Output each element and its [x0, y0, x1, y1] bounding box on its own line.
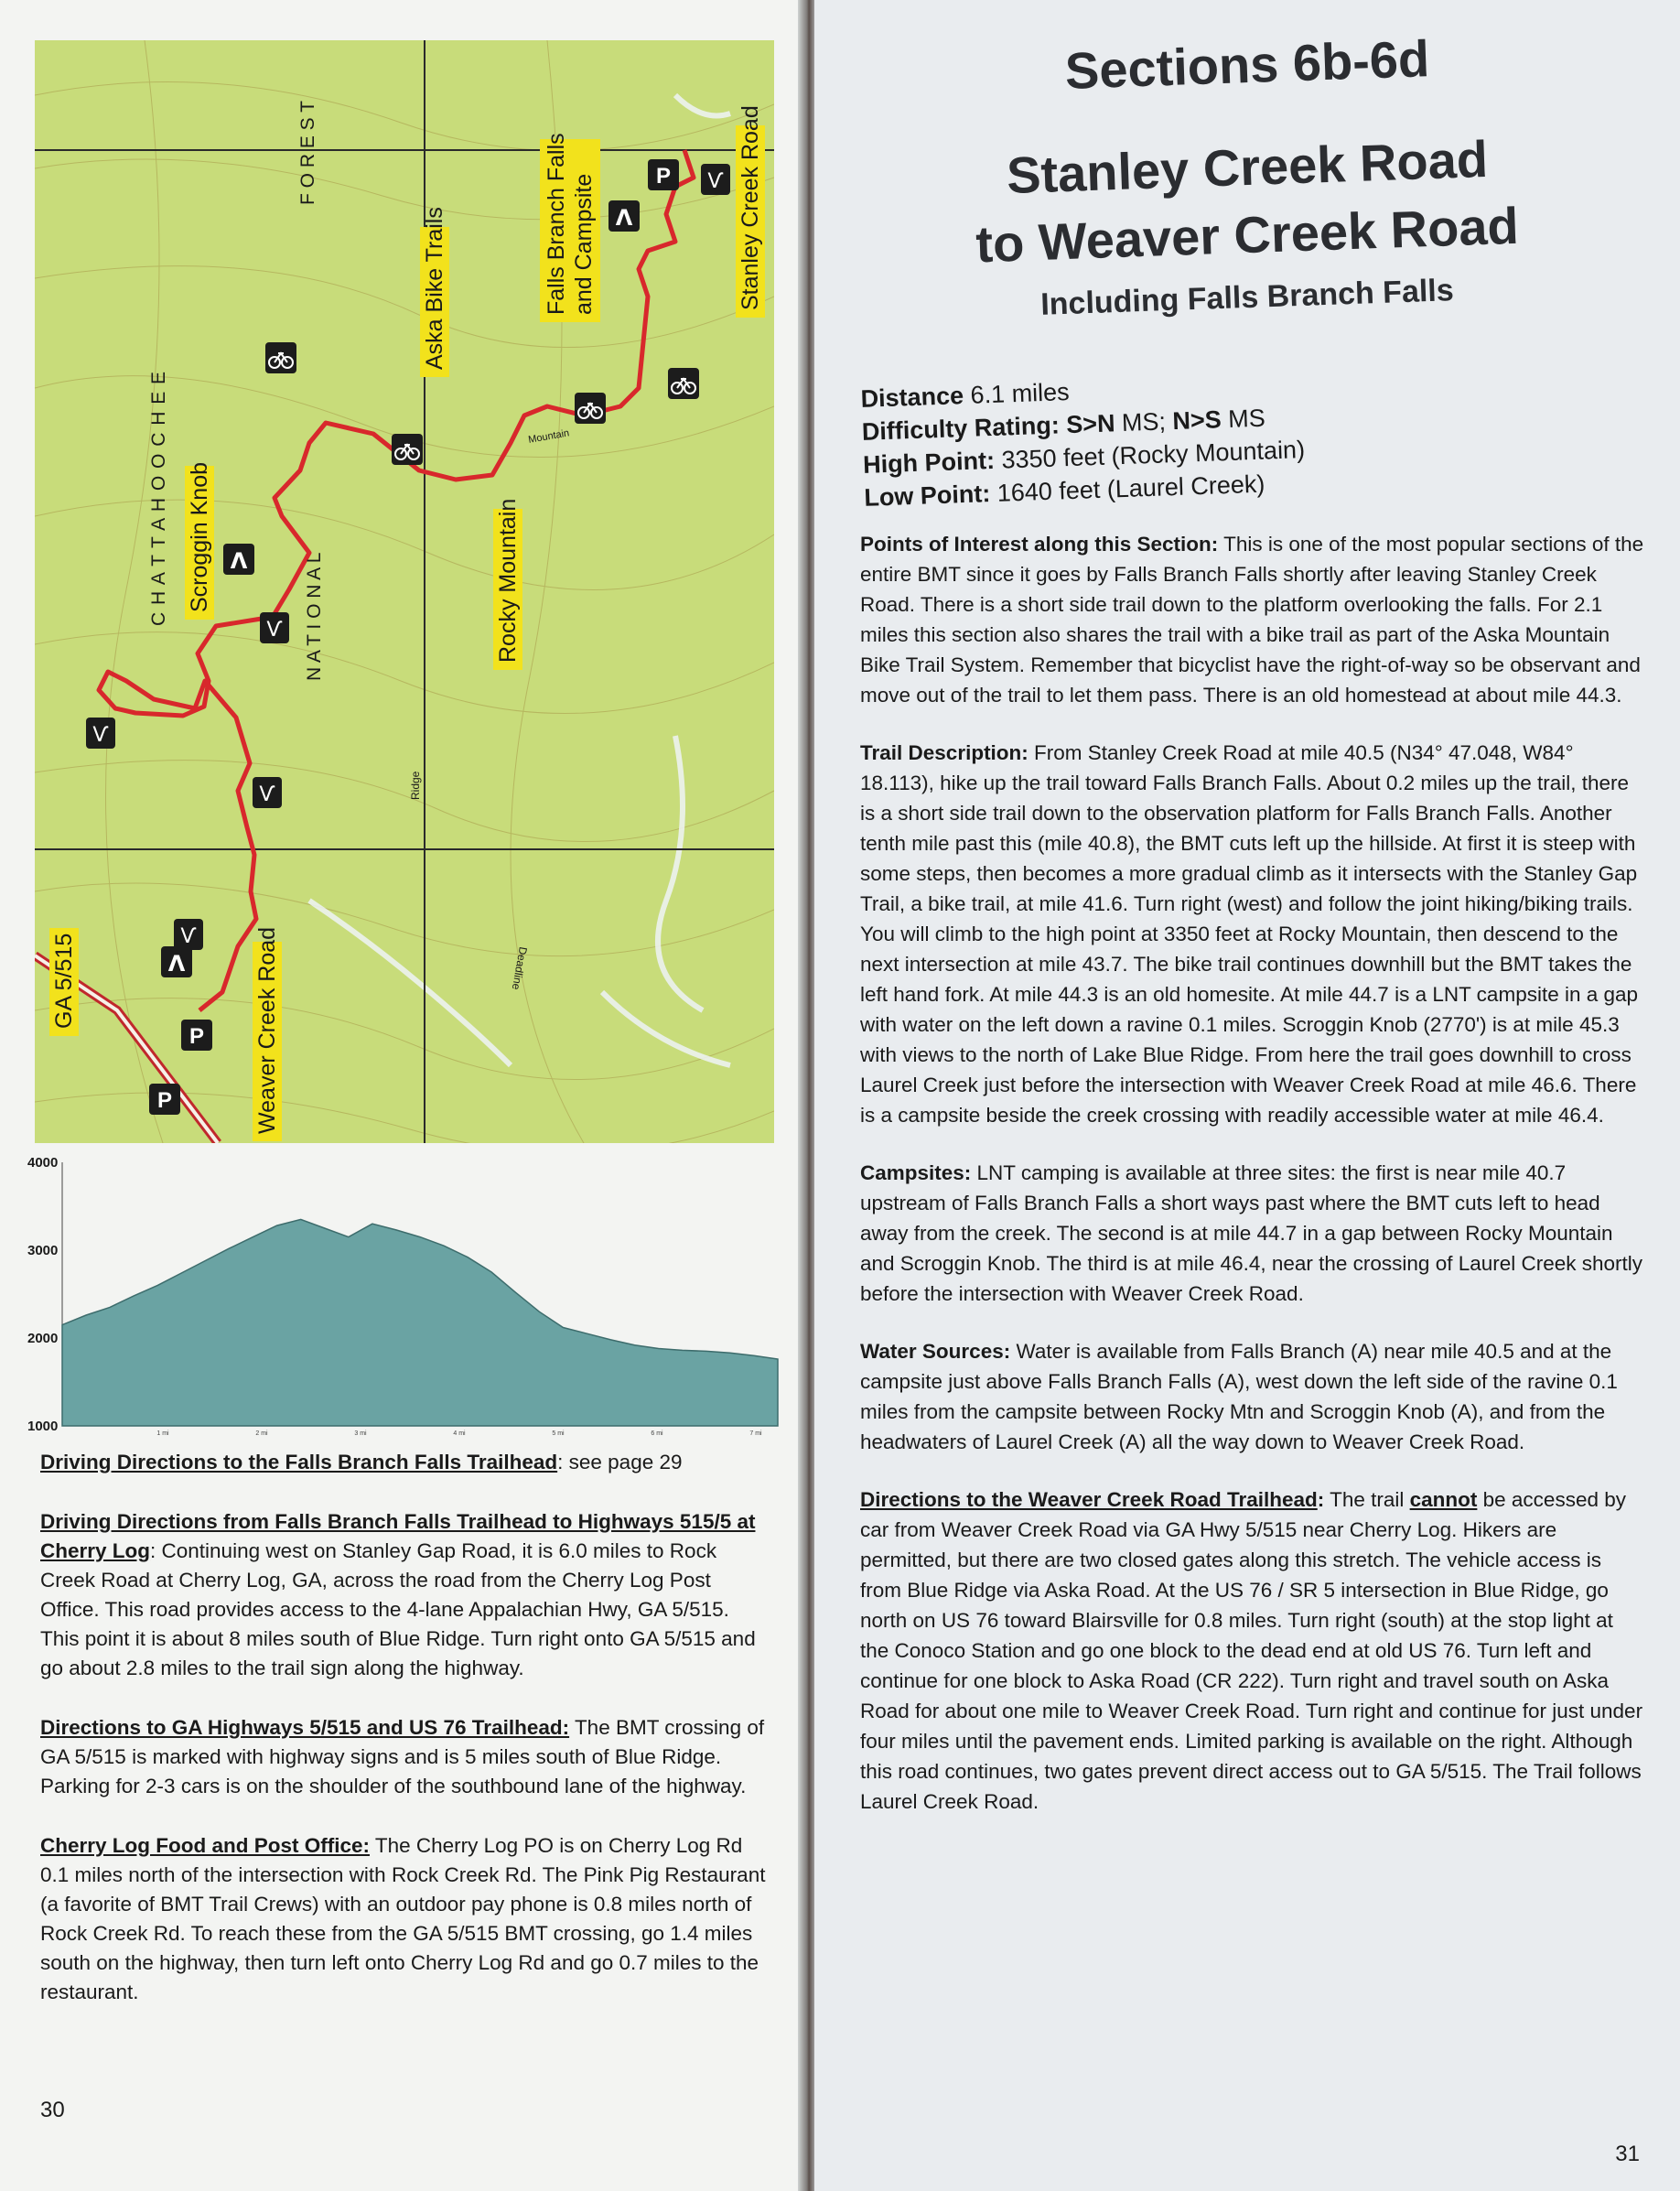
mountain-text: Mountain: [527, 427, 571, 446]
section-heading: Water Sources:: [860, 1340, 1011, 1363]
trail-description: [860, 738, 1647, 1130]
parking-icon: [648, 159, 679, 190]
section-heading: Cherry Log Food and Post Office:: [40, 1834, 371, 1857]
page-number-right: 31: [1615, 2142, 1640, 2166]
topographic-map: [35, 40, 774, 1143]
campsites: [860, 1158, 1647, 1309]
chattahoochee-text: C H A T T A H O O C H E E: [148, 370, 169, 626]
campsite-icon: [223, 544, 254, 575]
forest-text: F O R E S T: [297, 101, 318, 205]
low-point-row: Low Point: 1640 feet (Laurel Creek): [863, 470, 1265, 512]
ga-route-text: GA 5/515: [51, 933, 77, 1029]
label-forest: [297, 101, 318, 205]
section-heading: Trail Description:: [860, 741, 1028, 764]
trailhead-sign-icon: [253, 777, 282, 808]
x-tick-label: 4 mi: [453, 1430, 466, 1437]
high-point-row: High Point: 3350 feet (Rocky Mountain): [862, 436, 1306, 479]
section-title: Sections 6b-6d: [1063, 29, 1431, 100]
section-heading: Directions to the Weaver Creek Road Trailhead: [860, 1488, 1318, 1511]
section-body: : see page 29: [557, 1451, 683, 1473]
weaver-creek-road-text: Weaver Creek Road: [254, 926, 280, 1134]
svg-text:Ѵ: Ѵ: [92, 724, 109, 747]
water-sources: [860, 1336, 1647, 1457]
svg-text:Ѵ: Ѵ: [707, 170, 724, 193]
section-heading: Campsites:: [860, 1161, 972, 1184]
section-body: From Stanley Creek Road at mile 40.5 (N34° 47.048, W84° 18.113), hike up the trail toward Falls Branch Falls. About 0.2 miles up the trail, there is a short side trail down to the observation platform for Falls Branch Falls. Another tenth mile past this (mile 40.8), the BMT cuts left up the hillside. At first it is steep with some steps, then becomes a more gradual climb as it intersects with the Stanley Gap Trail, a bike trail, at mile 41.6. Turn right (west) and follow the joint hiking/biking trails. You will climb to the high point at 3350 feet at Rocky Mountain, then descend to the next intersection at mile 43.7. The bike trail continues downhill but the BMT takes the left hand fork. At mile 44.3 is an old homesite. At mile 44.7 is a LNT campsite in a gap with water on the left down a ravine 0.1 miles. Scroggin Knob (2770') is at mile 45.3 with views to the north of Lake Blue Ridge. From here the trail goes downhill to cross Laurel Creek just before the intersection with Weaver Creek Road at mile 46.6. There is a campsite beside the creek crossing with readily accessible water at mile 46.4.: [860, 741, 1639, 1127]
aska-bike-trails-text: Aska Bike Trails: [422, 207, 447, 370]
cherry-log-info: [40, 1831, 772, 2007]
trailhead-sign-icon: [260, 612, 289, 643]
route-subtitle: Including Falls Branch Falls: [1039, 273, 1455, 322]
label-aska-bike-trails: [420, 207, 449, 377]
points-of-interest: [860, 529, 1647, 710]
page-number-left: 30: [40, 2098, 65, 2122]
x-ticks: [156, 1430, 762, 1437]
svg-text:Ѵ: Ѵ: [259, 783, 275, 806]
section-body: The BMT crossing of GA 5/515 is marked with highway signs and is 5 miles south of Blue Ridge. Parking for 2-3 cars is on the shoulder of the southbound lane of the highway.: [40, 1716, 765, 1797]
scroggin-knob-text: Scroggin Knob: [187, 461, 212, 612]
svg-text:Ѵ: Ѵ: [266, 619, 283, 642]
x-tick-label: 5 mi: [552, 1430, 565, 1437]
route-title-line1: Stanley Creek Road: [1006, 129, 1489, 205]
trail-stats: [860, 355, 1652, 514]
label-rocky-mountain: [493, 499, 522, 670]
right-text-block: [860, 529, 1647, 1817]
bike-icon: [575, 393, 606, 424]
label-national: [304, 553, 325, 681]
falls-branch-text-2: and Campsite: [571, 173, 597, 315]
cannot-emphasis: cannot: [1409, 1488, 1478, 1511]
falls-branch-text-1: Falls Branch Falls: [544, 133, 569, 315]
weaver-creek-directions: Directions to the Weaver Creek Road Trailhead: The trail cannot be accessed by car from Weaver Creek Road via GA Hwy 5/515 near Cherry Log. Hikers are permitted, but there are two closed gates along this stretch. The vehicle access is from Blue Ridge via Aska Road. At the US 76 / SR 5 intersection in Blue Ridge, go north on US 76 toward Blairsville for 0.8 miles. Turn right (south) at the stop light at the Conoco Station and go one block to the dead end at old US 76. Turn left and continue for one block to Aska Road (CR 222). Turn right and travel south on Aska Road for about one mile to Weaver Creek Road. Turn right and continue for just under four miles until the pavement ends. Limited parking is available on the right. Although this road continues, two gates prevent direct access out to GA 5/515. The Trail follows Laurel Creek Road.: [860, 1488, 1643, 1813]
section-body: : Continuing west on Stanley Gap Road, it is 6.0 miles to Rock Creek Road at Cherry Log, GA, across the road from the Cherry Log Post Office. This road provides access to the 4-lane Appalachian Hwy, GA 5/515. This point it is about 8 miles south of Blue Ridge. Turn right onto GA 5/515 and go about 2.8 miles to the trail sign along the highway.: [40, 1539, 756, 1679]
trailhead-sign-icon: [86, 718, 115, 749]
section-heading: Driving Directions from Falls Branch Falls Trailhead to Highways 515/5 at Cherry Log: [40, 1510, 756, 1562]
svg-text:P: P: [188, 1024, 205, 1049]
section-body: Water is available from Falls Branch (A) near mile 40.5 and at the campsite just above Falls Branch Falls (A), west down the left side of the ravine 0.1 miles from the campsite between Rocky Mtn and Scroggin Knob (A), and from the headwaters of Laurel Creek (A) all the way down to Weaver Creek Road.: [860, 1340, 1618, 1453]
label-falls-branch: [540, 133, 600, 322]
section-body: This is one of the most popular sections of the entire BMT since it goes by Falls Branch Falls shortly after leaving Stanley Creek Road. There is a short side trail down to the platform overlooking the falls. For 2.1 miles this section also shares the trail with a bike trail as part of the Aska Mountain Bike Trail System. Remember that bicyclist have the right-of-way so be observant and move out of the trail to let them pass. There is an old homestead at about mile 44.3.: [860, 533, 1644, 707]
ridge-text: Ridge: [409, 771, 422, 800]
stanley-creek-road-text: Stanley Creek Road: [738, 105, 763, 310]
trailhead-sign-icon: [701, 164, 730, 195]
section-heading: Directions to GA Highways 5/515 and US 76 Trailhead:: [40, 1716, 570, 1739]
deadline-text: Deadline: [509, 945, 530, 991]
trailhead-sign-icon: [174, 919, 203, 950]
map-terrain: [35, 40, 774, 1143]
svg-text:Λ: Λ: [167, 951, 186, 977]
x-tick-label: 2 mi: [255, 1430, 268, 1437]
y-tick-3000: 3000: [27, 1243, 59, 1258]
highways-directions: [40, 1507, 772, 1683]
us76-trailhead-directions: [40, 1713, 772, 1801]
bike-icon: [392, 434, 423, 465]
bike-icon: [668, 368, 699, 399]
falls-branch-directions: [40, 1448, 772, 1477]
left-text-block: [40, 1448, 772, 2007]
rocky-mountain-text: Rocky Mountain: [495, 498, 521, 663]
y-tick-2000: 2000: [27, 1331, 59, 1346]
x-tick-label: 6 mi: [651, 1430, 663, 1437]
label-stanley-creek-road: [736, 105, 765, 318]
label-weaver-creek-road: [253, 927, 282, 1141]
national-text: N A T I O N A L: [304, 552, 325, 681]
route-title-line2: to Weaver Creek Road: [975, 196, 1520, 274]
label-ga-route: [49, 928, 79, 1036]
parking-icon: [149, 1084, 180, 1115]
elevation-area: [62, 1219, 778, 1426]
section-body: LNT camping is available at three sites: the first is near mile 40.7 upstream of Falls Branch Falls a short ways past where the BMT cuts left to head away from the creek. The second is at mile 44.7 in a gap between Rocky Mountain and Scroggin Knob. The third is at mile 46.4, near the crossing of Laurel Creek shortly before the intersection with Weaver Creek Road.: [860, 1161, 1643, 1305]
x-tick-label: 1 mi: [156, 1430, 169, 1437]
distance-row: Distance 6.1 miles: [860, 378, 1071, 413]
label-chattahoochee: [148, 371, 169, 626]
y-tick-1000: 1000: [27, 1419, 59, 1434]
elevation-profile: [27, 1151, 787, 1440]
x-tick-label: 3 mi: [354, 1430, 367, 1437]
svg-text:Λ: Λ: [230, 548, 248, 574]
svg-text:Λ: Λ: [615, 205, 633, 231]
right-page: [814, 0, 1680, 2191]
y-tick-4000: 4000: [27, 1155, 59, 1171]
svg-text:P: P: [655, 164, 672, 189]
label-scroggin-knob: [185, 462, 214, 620]
parking-icon: [181, 1020, 212, 1051]
campsite-icon: [161, 946, 192, 977]
left-page: [0, 0, 805, 2191]
campsite-icon: [608, 200, 640, 232]
section-heading: Points of Interest along this Section:: [860, 533, 1219, 556]
section-heading: Driving Directions to the Falls Branch Falls Trailhead: [40, 1451, 558, 1473]
section-body: The Cherry Log PO is on Cherry Log Rd 0.1 miles north of the intersection with Rock Creek Rd. The Pink Pig Restaurant (a favorite of BMT Trail Crews) with an outdoor pay phone is 0.8 miles north of Rock Creek Rd. To reach these from the GA 5/515 BMT crossing, go 1.4 miles south on the highway, then turn left onto Cherry Log Rd and go 0.7 miles to the restaurant.: [40, 1834, 766, 2003]
svg-text:P: P: [156, 1088, 173, 1113]
bike-icon: [265, 342, 296, 373]
svg-text:Ѵ: Ѵ: [180, 925, 197, 948]
difficulty-row: Difficulty Rating: S>N MS; N>S MS: [861, 404, 1266, 446]
x-tick-label: 7 mi: [749, 1430, 762, 1437]
